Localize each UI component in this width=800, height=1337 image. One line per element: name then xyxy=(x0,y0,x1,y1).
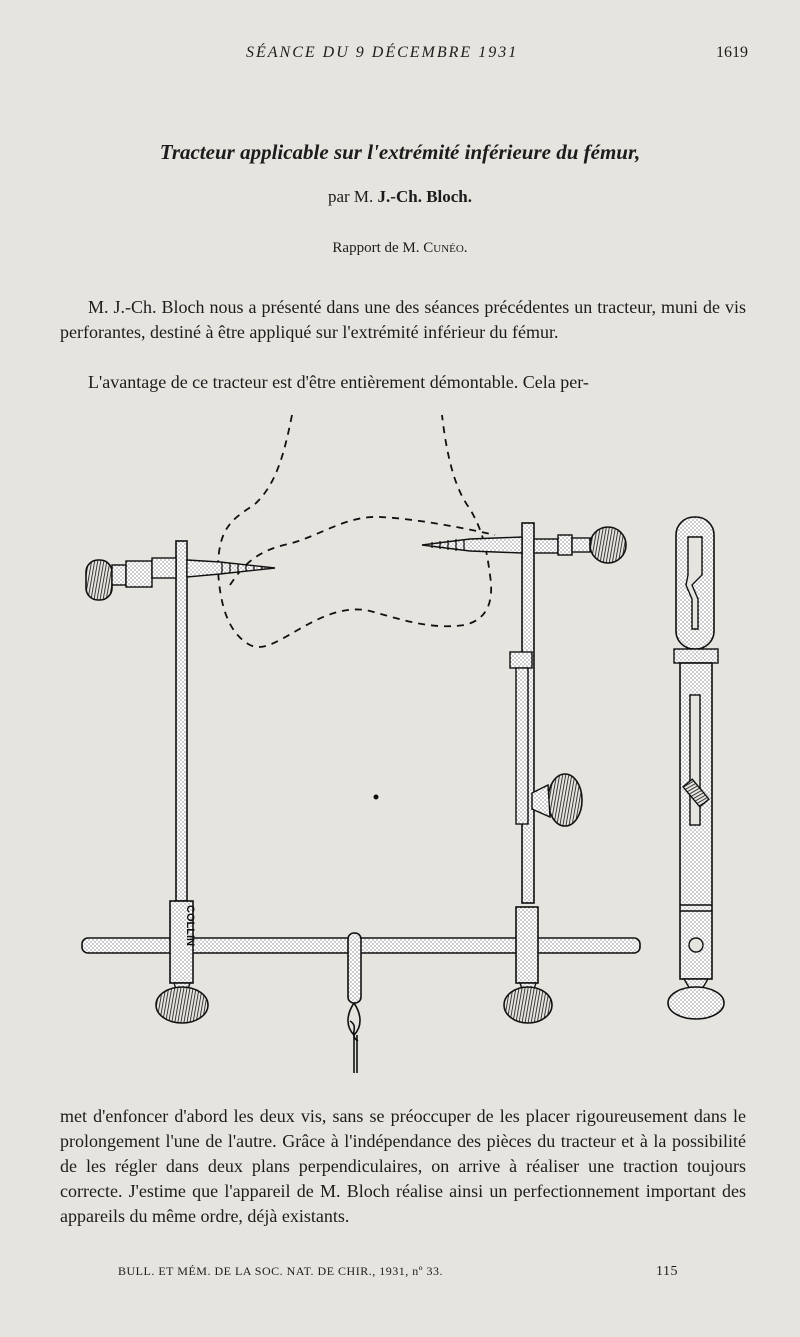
page-number: 1619 xyxy=(716,44,748,61)
side-view-bar xyxy=(668,517,724,1019)
right-bottom-knob xyxy=(504,987,552,1023)
author-name: J.-Ch. Bloch. xyxy=(377,187,473,206)
femur-outline xyxy=(218,415,495,647)
article-title: Tracteur applicable sur l'extrémité inférieure du fémur, xyxy=(159,140,641,164)
byline-prefix: par M. xyxy=(327,187,378,206)
paragraph-2: L'avantage de ce tracteur est d'être entièrement démontable. Cela per- xyxy=(88,372,589,392)
traction-device-figure xyxy=(70,405,760,1085)
traction-hook xyxy=(348,933,361,1073)
byline xyxy=(0,187,800,207)
running-title: SÉANCE DU 9 DÉCEMBRE 1931 xyxy=(246,44,519,61)
page-footer xyxy=(0,1264,800,1284)
middle-knob xyxy=(548,774,582,826)
paragraph-1: M. J.-Ch. Bloch nous a présenté dans une des séances précédentes un tracteur, muni de vis perforantes, destiné à être appliqué sur l'extrémité inférieur du fémur. xyxy=(60,297,746,342)
side-view-knob xyxy=(668,987,724,1019)
right-screw-knob xyxy=(590,527,626,563)
report-prefix: Rapport de M. xyxy=(332,240,424,256)
reporter-name: Cunéo. xyxy=(423,240,468,256)
left-bottom-knob xyxy=(156,987,208,1023)
page-header xyxy=(0,44,800,68)
engraving-label: COLLIN xyxy=(184,905,196,946)
sheet-number: 115 xyxy=(656,1264,678,1279)
journal-citation: BULL. ET MÉM. DE LA SOC. NAT. DE CHIR., 1931, nº 33. xyxy=(118,1264,443,1278)
paragraph-3: met d'enfoncer d'abord les deux vis, sans se préoccuper de les placer rigoureusement dans le prolongement l'une de l'autre. Grâce à l'indépendance des pièces du tracteur et à la possibilité de les régler dans deux plans perpendiculaires, on arrive à réaliser une traction toujours correcte. J'estime que l'appareil de M. Bloch réalise ainsi un perfectionnement important des appareils du même ordre, déjà existants. xyxy=(60,1106,746,1226)
report-line xyxy=(0,240,800,257)
